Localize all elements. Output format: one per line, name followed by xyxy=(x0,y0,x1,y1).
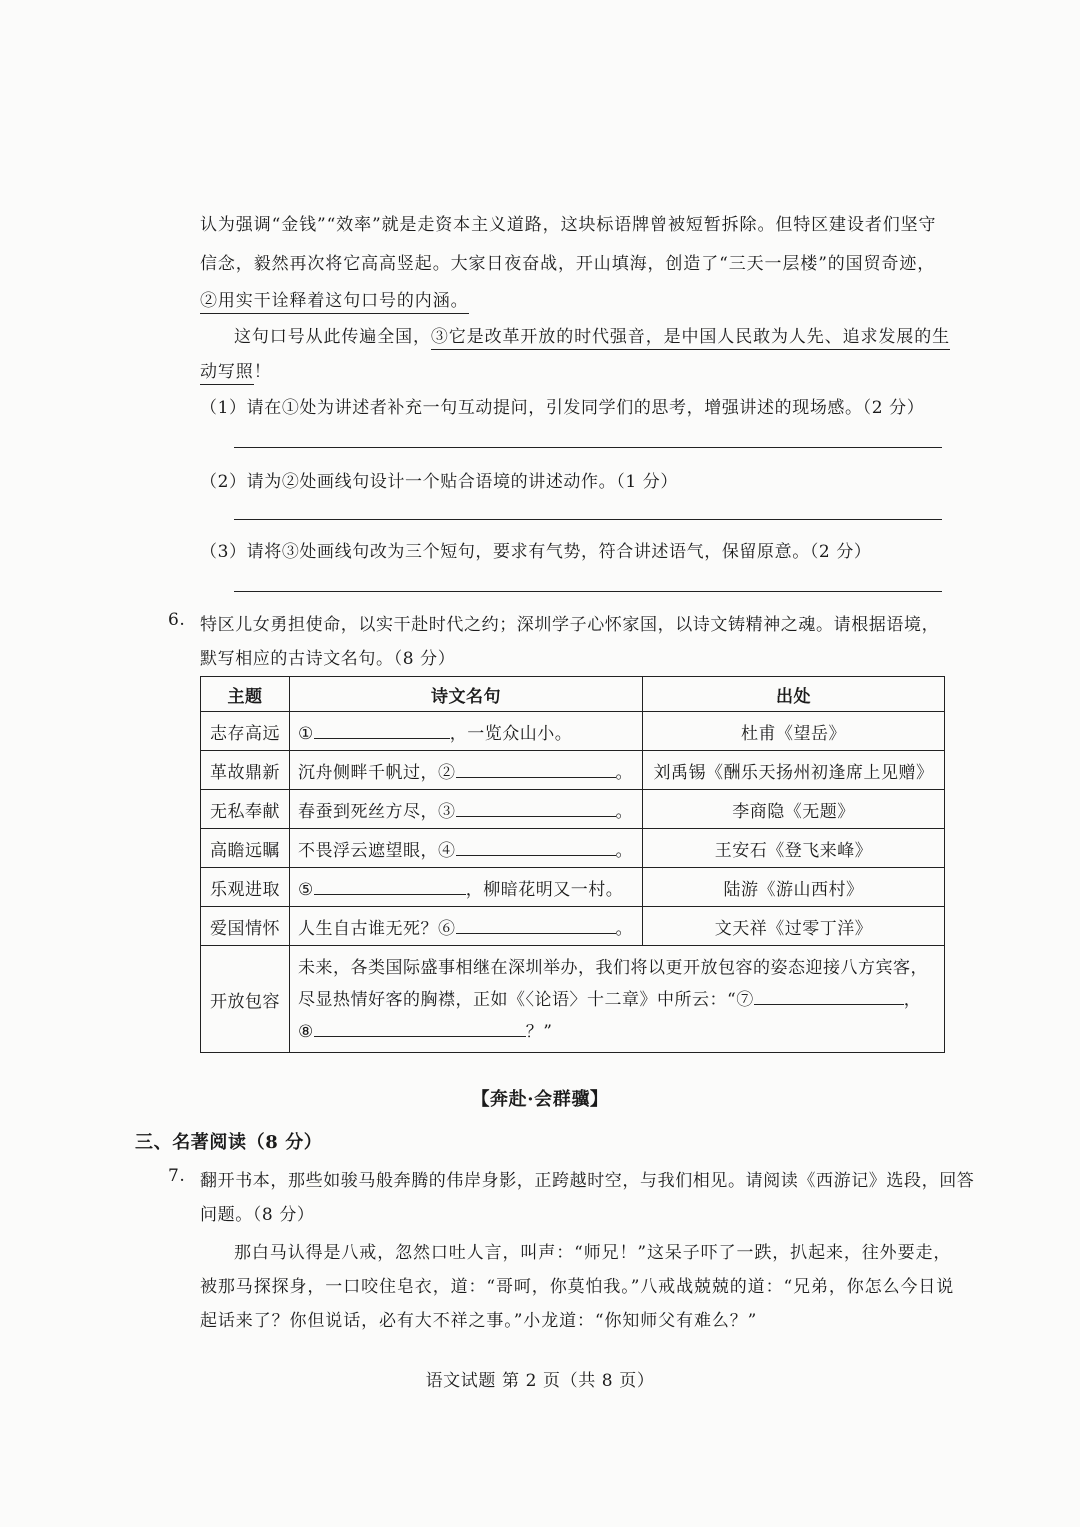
question-7-line-2: 问题。（8 分） xyxy=(200,1205,315,1225)
table-row xyxy=(201,829,945,868)
subquestion-2: （2）请为②处画线句设计一个贴合语境的讲述动作。（1 分） xyxy=(200,472,678,492)
underlined-sentence-2: ②用实干诠释着这句口号的内涵。 xyxy=(200,291,469,314)
header-quote: 诗文名句 xyxy=(290,677,643,712)
question-6-number: 6. xyxy=(168,610,186,630)
open-line-2: 尽显热情好客的胸襟，正如《〈论语〉十二章》中所云：“⑦ ， xyxy=(298,984,936,1016)
section-banner: 【奔赴·会群骥】 xyxy=(471,1089,609,1110)
underlined-sentence-3-part1: ③它是改革开放的时代强音，是中国人民敢为人先、追求发展的生 xyxy=(431,327,950,350)
poetry-table xyxy=(200,676,945,1053)
row-theme: 革故鼎新 xyxy=(201,751,290,790)
row-quote: 春蚕到死丝方尽，③ 。 xyxy=(290,790,643,829)
row-quote: 不畏浮云遮望眼，④ 。 xyxy=(290,829,643,868)
open-line-3: ⑧ ？” xyxy=(298,1016,936,1048)
excerpt-line-1: 那白马认得是八戒，忽然口吐人言，叫声：“师兄！”这呆子吓了一跌，扒起来，往外要走， xyxy=(234,1243,952,1263)
blank-4[interactable] xyxy=(456,837,616,856)
passage-line-5-suffix: ！ xyxy=(253,362,272,382)
row-quote: ① ，一览众山小。 xyxy=(290,712,643,751)
table-header-row xyxy=(201,677,945,712)
table-row xyxy=(201,790,945,829)
question-6-line-2: 默写相应的古诗文名句。（8 分） xyxy=(200,649,456,669)
row-source: 刘禹锡《酬乐天扬州初逢席上见赠》 xyxy=(643,751,945,790)
blank-8[interactable] xyxy=(314,1018,526,1037)
row-theme: 乐观进取 xyxy=(201,868,290,907)
section-3-title: 三、名著阅读（8 分） xyxy=(135,1132,323,1153)
answer-line-3[interactable] xyxy=(234,591,942,592)
table-row xyxy=(201,907,945,946)
table-row xyxy=(201,946,945,1053)
blank-1[interactable] xyxy=(314,720,450,739)
underlined-sentence-3-part2: 动写照 xyxy=(200,362,254,385)
row-theme: 志存高远 xyxy=(201,712,290,751)
passage-line-3 xyxy=(200,286,469,311)
blank-2[interactable] xyxy=(456,759,616,778)
row-quote: ⑤ ，柳暗花明又一村。 xyxy=(290,868,643,907)
subquestion-1: （1）请在①处为讲述者补充一句互动提问，引发同学们的思考，增强讲述的现场感。（2 分） xyxy=(200,398,925,418)
blank-7[interactable] xyxy=(754,986,904,1005)
row-quote: 人生自古谁无死？⑥ 。 xyxy=(290,907,643,946)
row-quote: 沉舟侧畔千帆过，② 。 xyxy=(290,751,643,790)
blank-6[interactable] xyxy=(456,915,616,934)
header-source: 出处 xyxy=(643,677,945,712)
table-row xyxy=(201,712,945,751)
passage-line-2: 信念，毅然再次将它高高竖起。大家日夜奋战，开山填海，创造了“三天一层楼”的国贸奇迹， xyxy=(200,254,936,274)
question-7-number: 7. xyxy=(168,1166,186,1186)
row-theme: 无私奉献 xyxy=(201,790,290,829)
row-theme: 高瞻远瞩 xyxy=(201,829,290,868)
passage-line-4 xyxy=(234,322,950,347)
blank-3[interactable] xyxy=(456,798,616,817)
excerpt-line-2: 被那马探探身，一口咬住皂衣，道：“哥呵，你莫怕我。”八戒战兢兢的道：“兄弟，你怎么今日说 xyxy=(200,1277,955,1297)
page-footer: 语文试题 第 2 页（共 8 页） xyxy=(425,1371,655,1391)
row-source: 杜甫《望岳》 xyxy=(643,712,945,751)
row-open-text xyxy=(290,946,945,1053)
passage-line-1: 认为强调“金钱”“效率”就是走资本主义道路，这块标语牌曾被短暂拆除。但特区建设者们坚守 xyxy=(200,215,937,235)
blank-5[interactable] xyxy=(314,876,466,895)
passage-line-4-prefix: 这句口号从此传遍全国， xyxy=(234,327,431,347)
subquestion-3: （3）请将③处画线句改为三个短句，要求有气势，符合讲述语气，保留原意。（2 分） xyxy=(200,542,872,562)
open-line-1: 未来，各类国际盛事相继在深圳举办，我们将以更开放包容的姿态迎接八方宾客， xyxy=(298,958,928,978)
row-source: 陆游《游山西村》 xyxy=(643,868,945,907)
passage-line-5 xyxy=(200,357,272,382)
row-source: 文天祥《过零丁洋》 xyxy=(643,907,945,946)
answer-line-2[interactable] xyxy=(234,519,942,520)
row-source: 李商隐《无题》 xyxy=(643,790,945,829)
row-theme: 开放包容 xyxy=(201,946,290,1053)
row-source: 王安石《登飞来峰》 xyxy=(643,829,945,868)
header-theme: 主题 xyxy=(201,677,290,712)
question-7-line-1: 翻开书本，那些如骏马般奔腾的伟岸身影，正跨越时空，与我们相见。请阅读《西游记》选段，回答 xyxy=(200,1171,975,1191)
excerpt-line-3: 起话来了？你但说话，必有大不祥之事。”小龙道：“你知师父有难么？” xyxy=(200,1311,758,1331)
row-theme: 爱国情怀 xyxy=(201,907,290,946)
question-6-line-1: 特区儿女勇担使命，以实干赴时代之约；深圳学子心怀家国，以诗文铸精神之魂。请根据语境， xyxy=(200,615,940,635)
answer-line-1[interactable] xyxy=(234,447,942,448)
table-row xyxy=(201,868,945,907)
table-row xyxy=(201,751,945,790)
